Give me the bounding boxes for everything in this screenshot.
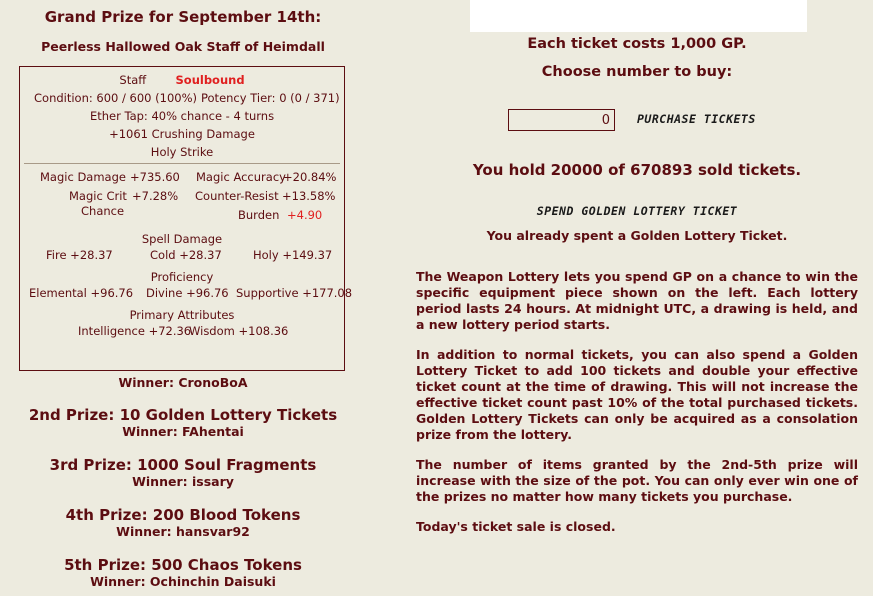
primary-attributes-header: Primary Attributes	[129, 308, 235, 322]
prize-5-title: 5th Prize: 500 Chaos Tokens	[64, 556, 302, 574]
holy-strike-text: Holy Strike	[150, 145, 214, 159]
prize-4-title: 4th Prize: 200 Blood Tokens	[65, 506, 301, 524]
counter-resist-label: Counter-Resist	[195, 189, 279, 203]
condition-text: Condition: 600 / 600 (100%)	[34, 91, 197, 105]
magic-damage-label: Magic Damage	[40, 170, 126, 184]
grand-prize-item-name: Peerless Hallowed Oak Staff of Heimdall	[41, 39, 325, 54]
intelligence-text: Intelligence +72.36	[78, 324, 192, 338]
cold-damage-text: Cold +28.37	[150, 248, 222, 262]
proficiency-header: Proficiency	[150, 270, 214, 284]
soulbound-label: Soulbound	[175, 73, 245, 87]
spell-damage-header: Spell Damage	[141, 232, 223, 246]
magic-crit-label: Magic Crit	[69, 189, 127, 203]
prize-3-winner: Winner: issary	[132, 474, 234, 489]
grand-prize-title: Grand Prize for September 14th:	[44, 8, 322, 26]
fire-damage-text: Fire +28.37	[46, 248, 113, 262]
magic-damage-value: +735.60	[130, 170, 180, 184]
prize-2-block	[0, 406, 366, 439]
prize-4-block	[0, 506, 366, 539]
prize-2-winner: Winner: FAhentai	[122, 424, 244, 439]
spend-golden-ticket-button[interactable]: SPEND GOLDEN LOTTERY TICKET	[536, 204, 738, 218]
prize-4-winner: Winner: hansvar92	[116, 524, 250, 539]
ticket-quantity-input[interactable]	[508, 109, 615, 131]
tickets-held-text: You hold 20000 of 670893 sold tickets.	[472, 161, 802, 179]
ticket-cost-text: Each ticket costs 1,000 GP.	[527, 36, 747, 52]
item-type-row	[20, 73, 344, 87]
holy-damage-text: Holy +149.37	[253, 248, 333, 262]
prize-3-block	[0, 456, 366, 489]
item-type: Staff	[119, 73, 147, 87]
ether-tap-text: Ether Tap: 40% chance - 4 turns	[89, 109, 275, 123]
elemental-prof-text: Elemental +96.76	[29, 286, 134, 300]
magic-crit-label-2: Chance	[81, 204, 125, 218]
burden-label: Burden	[238, 208, 280, 222]
purchase-tickets-button[interactable]: PURCHASE TICKETS	[637, 112, 756, 126]
wisdom-text: Wisdom +108.36	[189, 324, 289, 338]
burden-value: +4.90	[287, 208, 323, 222]
stats-divider	[24, 163, 340, 164]
magic-accuracy-label: Magic Accuracy	[196, 170, 286, 184]
crushing-damage-text: +1061 Crushing Damage	[109, 127, 255, 141]
info-paragraph-1: The Weapon Lottery lets you spend GP on a chance to win the specific equipment piece shown on the left. Each lottery period lasts 24 hours. At midnight UTC, a drawing is held, and a new lottery period starts.	[416, 269, 858, 332]
prize-5-block	[0, 556, 366, 589]
prize-2-title: 2nd Prize: 10 Golden Lottery Tickets	[28, 406, 338, 424]
choose-number-text: Choose number to buy:	[541, 64, 733, 80]
info-paragraph-2: In addition to normal tickets, you can also spend a Golden Lottery Ticket to add 100 tickets and double your effective ticket count at the time of drawing. This will not increase the effective ticket count past 10% of the total purchased tickets. Golden Lottery Tickets can only be acquired as a consolation prize from the lottery.	[416, 347, 858, 442]
item-stats-panel	[19, 66, 353, 371]
grand-prize-winner: Winner: CronoBoA	[118, 375, 248, 390]
magic-accuracy-value: +20.84%	[283, 170, 337, 184]
prize-5-winner: Winner: Ochinchin Daisuki	[90, 574, 276, 589]
potency-text: Potency Tier: 0 (0 / 371)	[201, 91, 340, 105]
prize-3-title: 3rd Prize: 1000 Soul Fragments	[49, 456, 317, 474]
magic-crit-value: +7.28%	[132, 189, 179, 203]
supportive-prof-text: Supportive +177.08	[236, 286, 353, 300]
golden-ticket-status: You already spent a Golden Lottery Ticket.	[486, 228, 788, 243]
top-white-panel	[470, 0, 807, 32]
info-paragraph-3: The number of items granted by the 2nd-5th prize will increase with the size of the pot. You can only ever win one of the prizes no matter how many tickets you purchase.	[416, 457, 858, 504]
lottery-info	[416, 269, 858, 535]
counter-resist-value: +13.58%	[282, 189, 336, 203]
prize-column	[0, 0, 366, 55]
sale-closed-text: Today's ticket sale is closed.	[416, 519, 616, 534]
divine-prof-text: Divine +96.76	[146, 286, 229, 300]
